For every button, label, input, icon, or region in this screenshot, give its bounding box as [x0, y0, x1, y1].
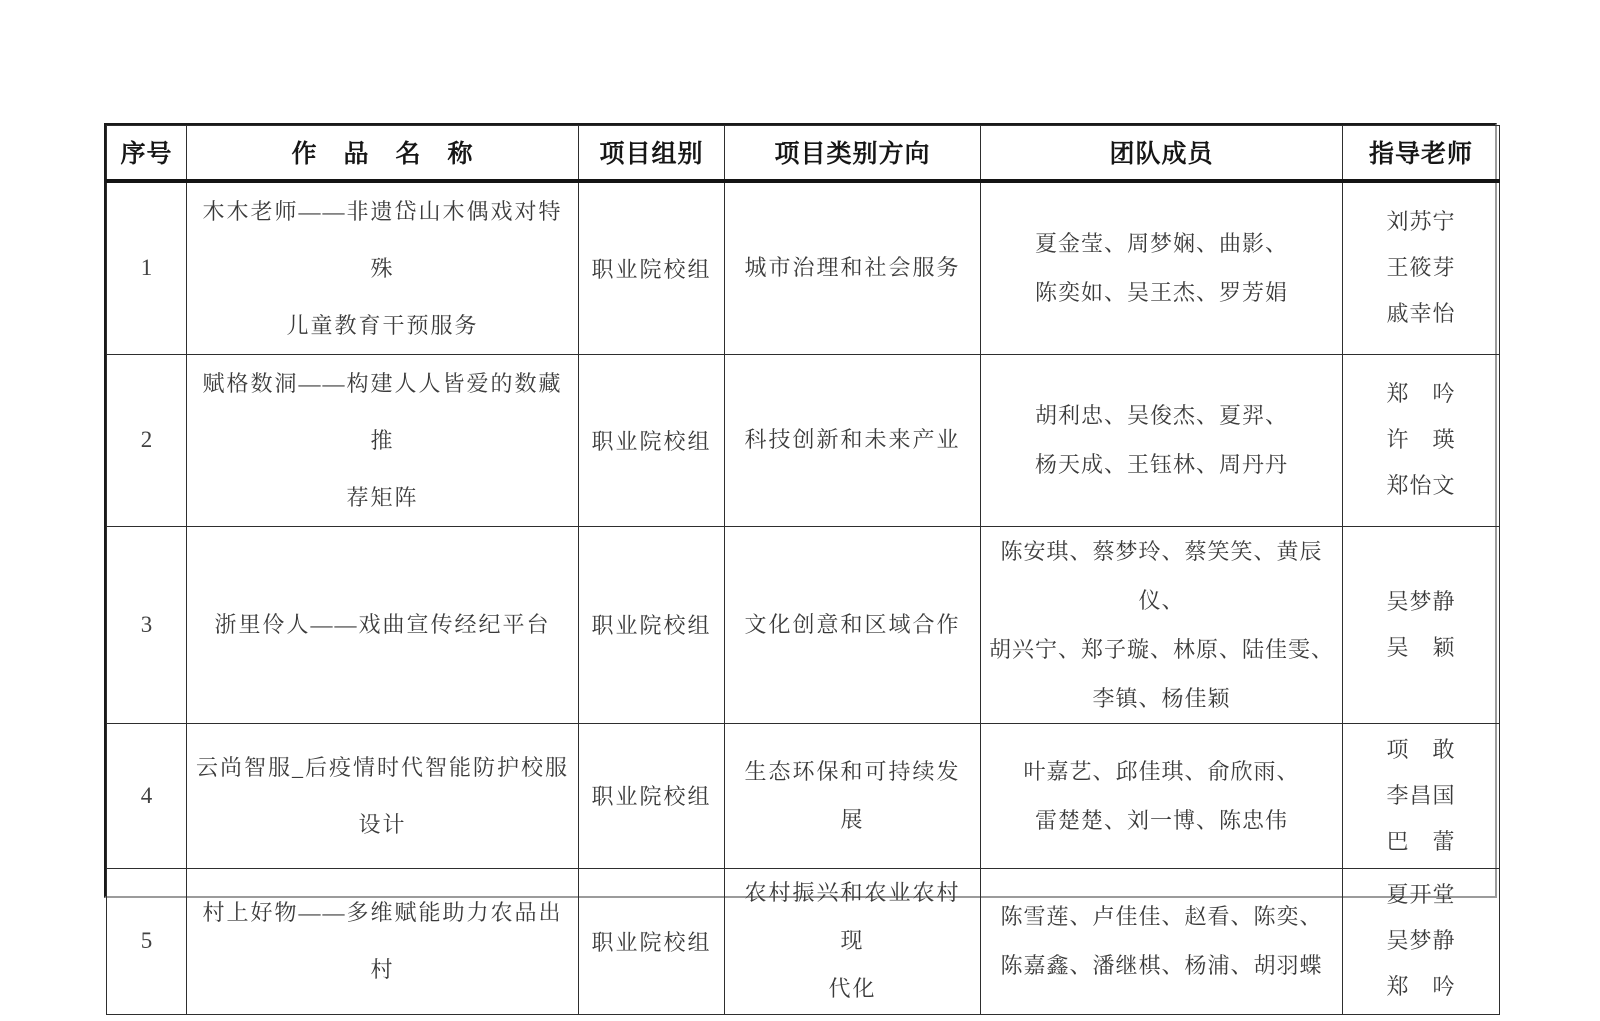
header-cell-group: 项目组别 — [579, 126, 725, 181]
cell-index: 1 — [107, 181, 187, 355]
cell-category — [725, 181, 981, 355]
title-line: 赋格数洞——构建人人皆爱的数藏推 — [202, 370, 563, 453]
header-cell-teachers: 指导老师 — [1343, 126, 1500, 181]
teacher-name: 李昌国 — [1386, 782, 1456, 808]
member-line: 夏金莹、周梦娴、曲影、 — [1034, 231, 1288, 256]
cell-category — [725, 526, 981, 723]
title-line: 云尚智服_后疫情时代智能防护校服 — [195, 754, 569, 780]
header-cell-title: 作 品 名 称 — [187, 126, 579, 181]
cell-index: 5 — [107, 868, 187, 1014]
cell-members — [981, 868, 1343, 1014]
category-line: 城市治理和社会服务 — [744, 255, 961, 280]
header-cell-category: 项目类别方向 — [725, 126, 981, 181]
member-line: 杨天成、王钰林、周丹丹 — [1034, 452, 1288, 477]
cell-title — [187, 723, 579, 868]
member-line: 陈奕如、吴王杰、罗芳娟 — [1034, 280, 1288, 305]
cell-category — [725, 868, 981, 1014]
teacher-name: 戚幸怡 — [1386, 301, 1456, 326]
title-line: 浙里伶人——戏曲宣传经纪平台 — [214, 612, 551, 637]
cell-group: 职业院校组 — [579, 526, 725, 723]
cell-index: 2 — [107, 354, 187, 526]
awards-table — [106, 125, 1500, 1015]
teacher-name: 郑 吟 — [1386, 974, 1456, 999]
member-line: 李镇、杨佳颖 — [1092, 685, 1231, 711]
cell-teachers — [1343, 526, 1500, 723]
title-line: 设计 — [358, 811, 407, 837]
awards-table-wrapper — [104, 123, 1497, 1001]
table-header-row — [107, 126, 1500, 181]
title-line: 村上好物——多维赋能助力农品出村 — [202, 900, 563, 982]
cell-title — [187, 868, 579, 1014]
cell-teachers — [1343, 181, 1500, 355]
header-cell-members: 团队成员 — [981, 126, 1343, 181]
member-line: 雷楚楚、刘一博、陈忠伟 — [1034, 807, 1288, 833]
teacher-name: 夏开堂 — [1386, 882, 1456, 907]
table-row — [107, 354, 1500, 526]
table-row — [107, 868, 1500, 1014]
cell-category — [725, 354, 981, 526]
table-row — [107, 181, 1500, 355]
cell-group: 职业院校组 — [579, 868, 725, 1014]
table-row — [107, 723, 1500, 868]
title-line: 荐矩阵 — [346, 484, 419, 510]
cell-teachers — [1343, 354, 1500, 526]
cell-members — [981, 354, 1343, 526]
teacher-name: 郑 吟 — [1386, 381, 1456, 406]
member-line: 陈安琪、蔡梦玲、蔡笑笑、黄辰仪、 — [1000, 538, 1323, 613]
teacher-name: 巴 蕾 — [1386, 828, 1456, 854]
teacher-name: 吴梦静 — [1386, 928, 1456, 953]
cell-teachers — [1343, 868, 1500, 1014]
cell-title — [187, 526, 579, 723]
member-line: 陈嘉鑫、潘继棋、杨浦、胡羽蝶 — [1000, 953, 1323, 978]
category-line: 科技创新和未来产业 — [744, 427, 961, 452]
cell-title — [187, 181, 579, 355]
teacher-name: 许 瑛 — [1386, 427, 1456, 452]
teacher-name: 郑怡文 — [1386, 473, 1456, 498]
teacher-name: 王筱芽 — [1386, 255, 1456, 280]
cell-members — [981, 181, 1343, 355]
title-line: 儿童教育干预服务 — [286, 312, 479, 338]
category-line: 生态环保和可持续发展 — [744, 758, 961, 832]
cell-group: 职业院校组 — [579, 723, 725, 868]
header-cell-no: 序号 — [107, 126, 187, 181]
table-row — [107, 526, 1500, 723]
member-line: 叶嘉艺、邱佳琪、俞欣雨、 — [1023, 758, 1300, 784]
title-line: 木木老师——非遗岱山木偶戏对特殊 — [202, 198, 563, 281]
cell-members — [981, 526, 1343, 723]
cell-group: 职业院校组 — [579, 354, 725, 526]
teacher-name: 刘苏宁 — [1386, 209, 1456, 234]
teacher-name: 吴梦静 — [1386, 588, 1456, 614]
cell-index: 3 — [107, 526, 187, 723]
cell-title — [187, 354, 579, 526]
member-line: 胡兴宁、郑子璇、林原、陆佳雯、 — [989, 636, 1335, 662]
cell-members — [981, 723, 1343, 868]
teacher-name: 吴 颖 — [1386, 634, 1456, 660]
cell-index: 4 — [107, 723, 187, 868]
cell-teachers — [1343, 723, 1500, 868]
teacher-name: 项 敢 — [1386, 736, 1456, 762]
category-line: 文化创意和区域合作 — [744, 611, 961, 637]
category-line: 农村振兴和农业农村现 — [744, 880, 961, 953]
cell-category — [725, 723, 981, 868]
member-line: 陈雪莲、卢佳佳、赵看、陈奕、 — [1000, 904, 1323, 929]
category-line: 代化 — [828, 976, 877, 1001]
cell-group: 职业院校组 — [579, 181, 725, 355]
member-line: 胡利忠、吴俊杰、夏羿、 — [1034, 403, 1288, 428]
